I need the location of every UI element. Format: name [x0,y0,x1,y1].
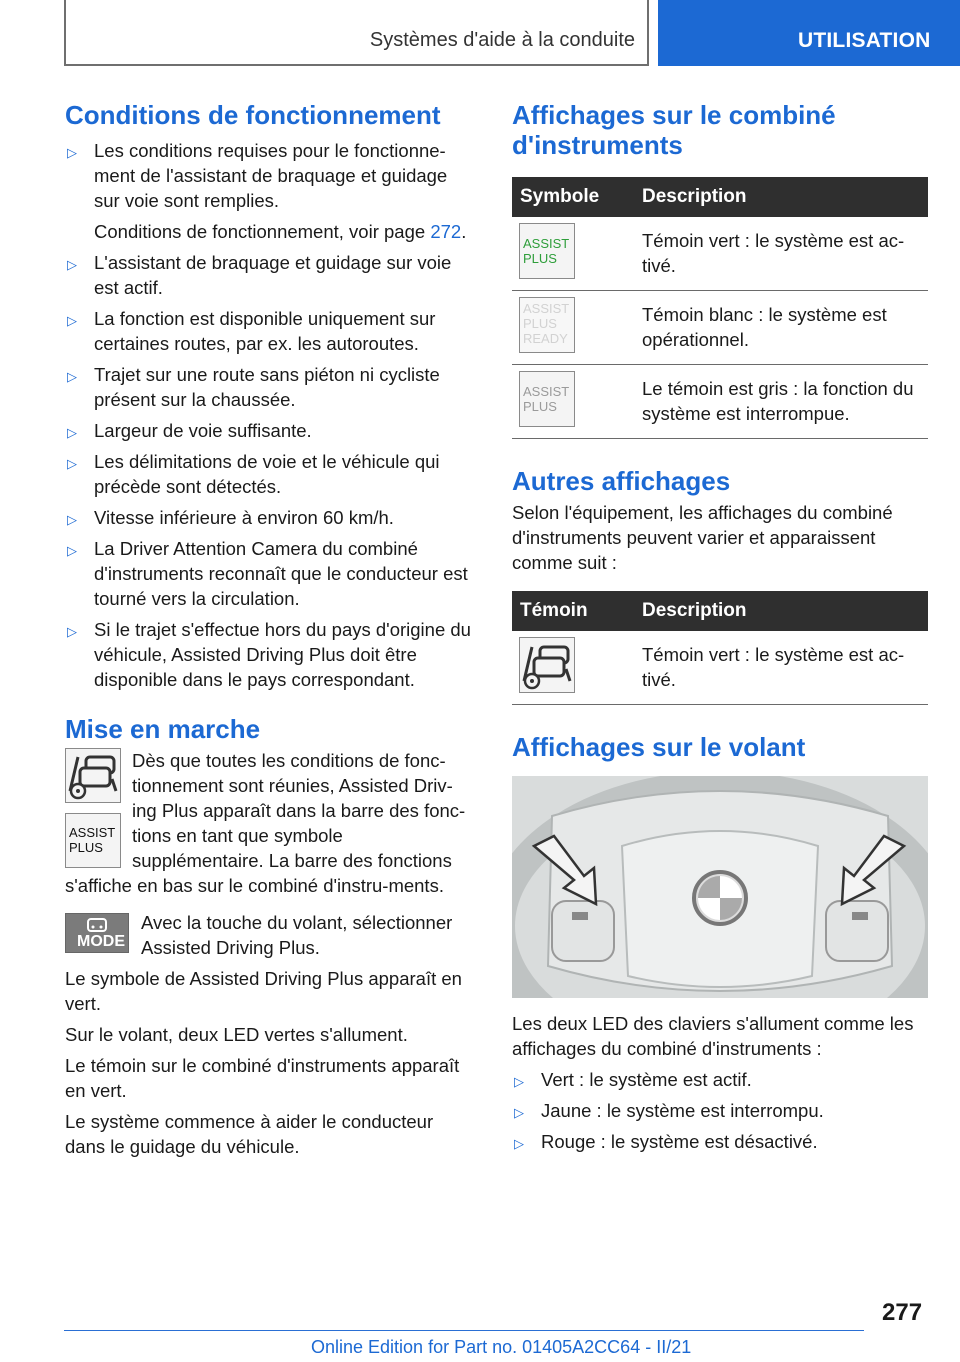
triangle-bullet-icon: ▷ [514,1105,524,1120]
triangle-bullet-icon: ▷ [67,624,77,639]
list-item: ▷ L'assistant de braquage et guidage sur voie est actif. [67,252,452,298]
wheel-heading: Affichages sur le volant [512,732,806,762]
table-header-description: Description [632,591,928,631]
table-header-row [512,591,928,631]
wheel-led-list [512,1067,928,1154]
header-section-label: UTILISATION [798,29,931,52]
table-header-symbol: Symbole [512,177,632,217]
table-cell-description: Témoin vert : le système est ac-tivé. [632,217,928,291]
table-row [512,291,928,365]
triangle-bullet-icon: ▷ [67,257,77,272]
other-displays-heading: Autres affichages [512,466,731,496]
list-item: ▷ Les conditions requises pour le fonctionne-ment de l'assistant de braquage et guidage sur voie sont remplies. Conditions de fonctionnement, voir page 272. [65,138,475,244]
activation-paragraph-1: Dès que toutes les conditions de fonc-tionnement sont réunies, Assisted Driv-ing Plus apparaît dans la barre des fonc-tions en tant que symbole supplémentaire. La barre des fonctions s'affiche en bas sur le combiné d'instru-ments. [65,750,466,896]
list-item: ▷ Si le trajet s'effectue hors du pays d'origine du véhicule, Assisted Driving Plus doit être disponible dans le pays correspondant. [67,619,471,690]
table-row [512,631,928,705]
table-row [512,365,928,439]
table-cell-description: Témoin vert : le système est ac-tivé. [632,631,928,705]
triangle-bullet-icon: ▷ [67,425,77,440]
conditions-list [65,138,475,692]
table-cell-description: Le témoin est gris : la fonction du système est interrompue. [632,365,928,439]
triangle-bullet-icon: ▷ [67,145,77,160]
cluster-symbol-table [512,177,928,439]
list-item: ▷ Vert : le système est actif. [512,1067,928,1092]
header-chapter-title: Systèmes d'aide à la conduite [369,29,635,51]
right-column [512,100,928,1160]
page-link[interactable]: 272 [430,221,462,242]
table-header-description: Description [632,177,928,217]
left-column [65,100,475,1159]
list-item: ▷ Vitesse inférieure à environ 60 km/h. [65,505,475,530]
footer-edition-text: Online Edition for Part no. 01405A2CC64 - II/21 [311,1337,692,1357]
conditions-heading: Conditions de fonctionnement [65,100,441,130]
mode-button-icon: MODE [65,913,129,953]
list-item: ▷ La fonction est disponible uniquement sur certaines routes, par ex. les autoroutes. [67,308,436,354]
activation-paragraph-3: Le symbole de Assisted Driving Plus apparaît en vert. [65,968,462,1014]
triangle-bullet-icon: ▷ [514,1136,524,1151]
indicator-table [512,591,928,705]
triangle-bullet-icon: ▷ [67,369,77,384]
triangle-bullet-icon: ▷ [67,456,77,471]
page-number: 277 [882,1299,923,1326]
lane-assist-steering-green-icon [519,637,575,693]
triangle-bullet-icon: ▷ [67,543,77,558]
triangle-bullet-icon: ▷ [67,313,77,328]
cross-reference: Conditions de fonctionnement, voir page 272. [94,221,467,242]
table-header-indicator: Témoin [512,591,632,631]
activation-paragraph-2: Avec la touche du volant, sélectionner Assisted Driving Plus. [141,912,453,958]
activation-paragraph-5: Le témoin sur le combiné d'instruments apparaît en vert. [65,1055,460,1101]
activation-paragraph-6: Le système commence à aider le conducteur dans le guidage du véhicule. [65,1111,434,1157]
triangle-bullet-icon: ▷ [514,1074,524,1089]
footer-divider [64,1330,864,1331]
steering-wheel-illustration [512,776,928,998]
table-row [512,217,928,291]
lane-assist-steering-icon [65,748,121,803]
table-cell-description: Témoin blanc : le système est opérationnel. [632,291,928,365]
assist-plus-green-icon: ASSIST PLUS [519,223,575,279]
header-chapter-box [64,0,649,66]
assist-plus-grey-icon: ASSIST PLUS [519,371,575,427]
activation-heading: Mise en marche [65,714,261,744]
header-section-tab[interactable] [658,0,960,66]
assist-plus-ready-icon: ASSIST PLUS READY [519,297,575,353]
activation-block [65,748,475,898]
wheel-intro: Les deux LED des claviers s'allument comme les affichages du combiné d'instruments : [512,1013,914,1059]
list-item: ▷ Jaune : le système est interrompu. [512,1098,928,1123]
table-header-row [512,177,928,217]
list-item: ▷ La Driver Attention Camera du combiné d'instruments reconnaît que le conducteur est tourné vers la circulation. [67,538,468,609]
cluster-heading: Affichages sur le combiné d'instruments [512,100,836,160]
mode-block [65,910,475,960]
other-displays-intro: Selon l'équipement, les affichages du combiné d'instruments peuvent varier et apparaissent comme suit : [512,502,893,573]
list-item: ▷ Les délimitations de voie et le véhicule qui précède sont détectés. [67,451,440,497]
list-item: ▷ Rouge : le système est désactivé. [512,1129,928,1154]
assist-plus-icon: ASSIST PLUS [65,813,121,868]
activation-paragraph-4: Sur le volant, deux LED vertes s'allument. [65,1024,408,1045]
triangle-bullet-icon: ▷ [67,512,77,527]
list-item: ▷ Trajet sur une route sans piéton ni cycliste présent sur la chaussée. [67,364,440,410]
list-item: ▷ Largeur de voie suffisante. [65,418,475,443]
